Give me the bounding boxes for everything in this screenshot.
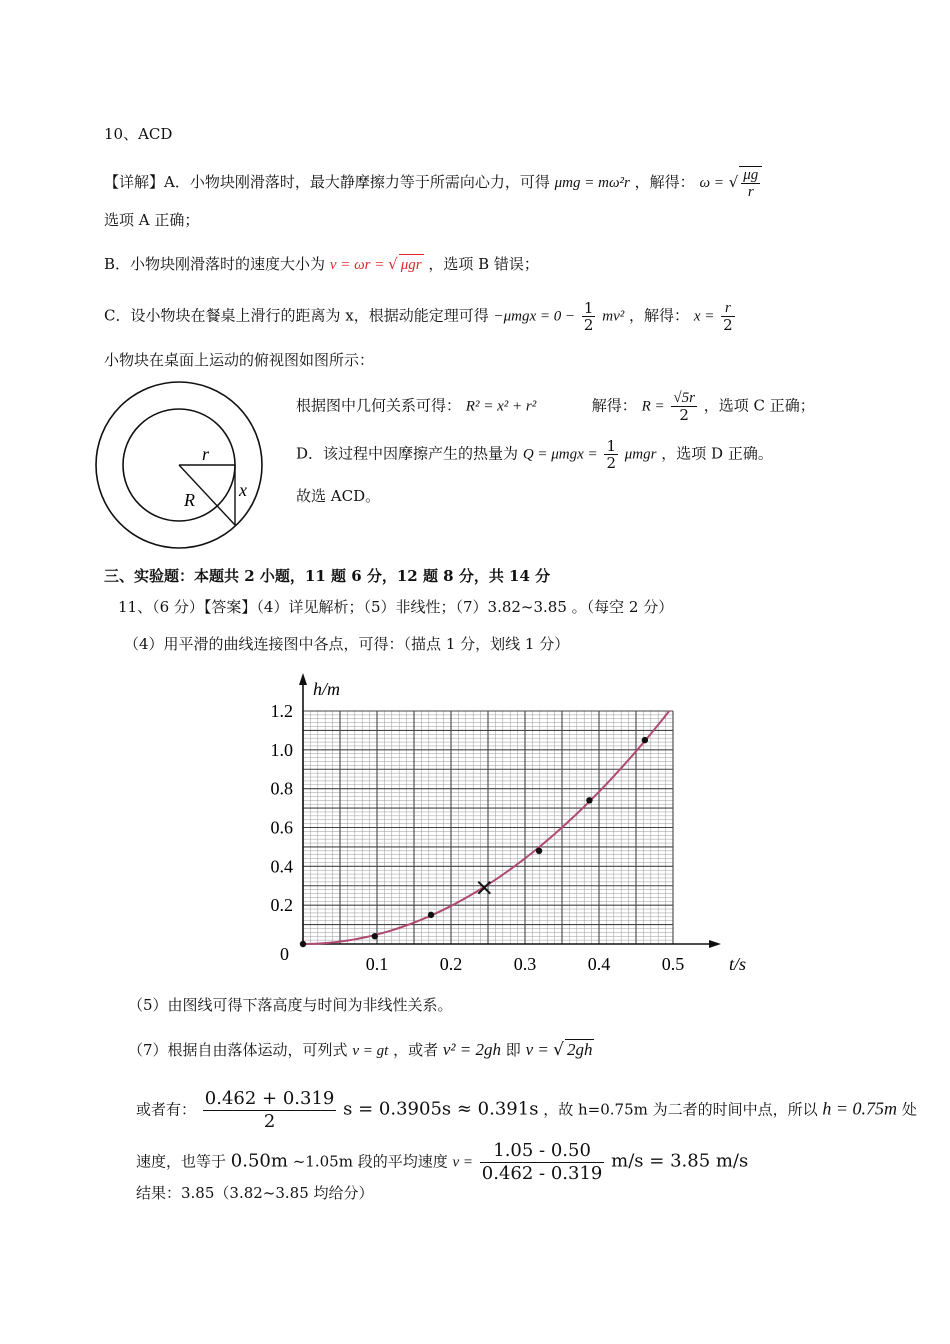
speed-den: 0.462 - 0.319 [481, 1163, 603, 1184]
p7-ji: 即 [505, 1041, 521, 1059]
d-tail: ，选项 D 正确。 [661, 444, 773, 463]
data-point [372, 933, 378, 939]
geo-solve: 解得： [591, 396, 637, 415]
solve-a: ，解得： [634, 173, 695, 191]
q11-part5: （5）由图线可得下落高度与时间为非线性关系。 [128, 996, 453, 1014]
d-eq2: μmgr [624, 446, 657, 463]
b-sqrt: μgr [399, 254, 424, 275]
detail-lead: 【详解】A．小物块刚滑落时，最大静摩擦力等于所需向心力，可得 [104, 173, 550, 191]
alt-num: 0.462 + 0.319 [204, 1088, 335, 1109]
q10-answer: 10、ACD [104, 125, 173, 143]
omega-den: r [747, 184, 754, 200]
d-frac [604, 438, 618, 471]
q11-part7 [128, 1039, 594, 1061]
speed-frac [480, 1140, 605, 1185]
p7-mid: ，或者 [393, 1041, 439, 1059]
c-x-den: 2 [723, 316, 733, 334]
data-point [642, 737, 648, 743]
label-r: r [202, 444, 210, 464]
q10-a-conclusion: 选项 A 正确； [104, 211, 200, 229]
c-solve: ，解得： [629, 306, 690, 325]
alt-den: 2 [263, 1111, 276, 1132]
speed-val: 0.50m [230, 1150, 288, 1172]
data-point [300, 941, 306, 947]
sqrt-icon: √ [388, 255, 398, 273]
speed-v: v = [452, 1154, 474, 1171]
alt-mid: ，故 h=0.75m 为二者的时间中点，所以 [543, 1100, 818, 1119]
eq-a: μmg = mω²r [554, 175, 630, 191]
alt-lead: 或者有： [136, 1100, 197, 1119]
q11-part4: （4）用平滑的曲线连接图中各点，可得：（描点 1 分，划线 1 分） [124, 635, 570, 653]
c-frac-den: 2 [583, 316, 594, 334]
data-point [586, 797, 592, 803]
omega-frac [739, 166, 762, 200]
q11-alt [136, 1088, 917, 1133]
speed-res: m/s = 3.85 m/s [611, 1150, 749, 1172]
speed-lead: 速度，也等于 [136, 1152, 227, 1171]
origin-label: 0 [280, 944, 289, 964]
alt-tail: 处 [901, 1100, 917, 1119]
y-tick-label: 0.6 [270, 817, 293, 838]
speed-num: 1.05 - 0.50 [480, 1140, 605, 1163]
label-x: x [239, 480, 247, 500]
c-frac [582, 300, 596, 333]
c-lead: C．设小物块在餐桌上滑行的距离为 x，根据动能定理可得 [104, 306, 489, 325]
b-lead: B．小物块刚滑落时的速度大小为 [104, 255, 326, 273]
h-t-chart [270, 668, 747, 980]
d-den: 2 [606, 454, 616, 472]
c-x-frac [721, 300, 735, 333]
y-tick-label: 1.0 [270, 739, 293, 760]
c-frac-num: 1 [583, 299, 594, 317]
p7-eq3a: v = [525, 1040, 554, 1059]
data-points [300, 737, 648, 947]
section3-title: 三、实验题：本题共 2 小题，11 题 6 分，12 题 8 分，共 14 分 [104, 567, 551, 585]
d-num: 1 [606, 437, 616, 455]
data-point [428, 912, 434, 918]
alt-h: h = 0.75m [822, 1098, 898, 1119]
p7-eq2: v² = 2gh [442, 1040, 501, 1059]
q10-detail-a [104, 166, 764, 200]
q11-header: 11、（6 分）【答案】（4）详见解析；（5）非线性；（7）3.82~3.85 。（每空 2 分） [118, 598, 674, 616]
speed-mid: ~1.05m 段的平均速度 [292, 1152, 448, 1171]
geo-lead: 根据图中几何关系可得： [296, 396, 462, 415]
geo-den: 2 [679, 406, 689, 424]
omega: ω = [699, 175, 724, 191]
circle-figure [94, 380, 264, 550]
x-axis-arrow-icon [709, 940, 721, 948]
p7-eq3b: 2gh [566, 1040, 593, 1059]
q10-d [296, 438, 773, 471]
p7-eq1: v = gt [352, 1043, 389, 1059]
y-tick-label: 0.2 [270, 895, 293, 916]
alt-frac [203, 1088, 337, 1133]
geo-frac [671, 390, 697, 423]
y-tick-label: 0.8 [270, 778, 293, 799]
geo-R: R = [641, 398, 665, 415]
q10-conclusion: 故选 ACD。 [296, 487, 381, 505]
y-tick-label: 0.4 [270, 856, 293, 877]
y-axis-arrow-icon [299, 673, 307, 685]
q10-geo [296, 390, 815, 423]
d-eq: Q = μmgx = [522, 446, 598, 463]
c-x-num: r [721, 300, 735, 317]
c-eq-right: mv² [602, 308, 625, 325]
geo-tail: ，选项 C 正确； [703, 396, 815, 415]
x-tick-label: 0.1 [365, 954, 389, 974]
d-lead: D．该过程中因摩擦产生的热量为 [296, 444, 519, 463]
x-tick-label: 0.4 [587, 954, 611, 974]
y-tick-label: 1.2 [270, 701, 293, 721]
q11-result: 结果：3.85（3.82~3.85 均给分） [136, 1184, 374, 1202]
omega-num: μg [743, 167, 759, 183]
p7-lead: （7）根据自由落体运动，可列式 [128, 1041, 348, 1059]
b-tail: ，选项 B 错误； [428, 255, 539, 273]
c-x: x = [693, 308, 715, 325]
y-axis-label: h/m [313, 679, 340, 699]
geo-num: √5r [673, 390, 695, 406]
x-tick-label: 0.3 [513, 954, 537, 974]
sqrt-icon: √ [728, 173, 739, 191]
q10-b [104, 254, 539, 275]
q10-c [104, 300, 737, 333]
x-axis-label: t/s [729, 954, 747, 974]
geo-eq: R² = x² + r² [465, 398, 537, 415]
x-tick-label: 0.5 [661, 954, 685, 974]
label-R: R [184, 490, 195, 510]
c-eq-left: −μmgx = 0 − [493, 308, 576, 325]
tick-labels [271, 679, 747, 974]
q10-topview: 小物块在桌面上运动的俯视图如图所示： [104, 351, 375, 369]
q11-speed [136, 1140, 748, 1185]
data-point [536, 848, 542, 854]
b-eq: v = ωr = [329, 257, 389, 273]
sqrt-icon: √ [553, 1040, 564, 1060]
x-tick-label: 0.2 [439, 954, 463, 974]
alt-res: s = 0.3905s ≈ 0.391s [343, 1098, 539, 1120]
